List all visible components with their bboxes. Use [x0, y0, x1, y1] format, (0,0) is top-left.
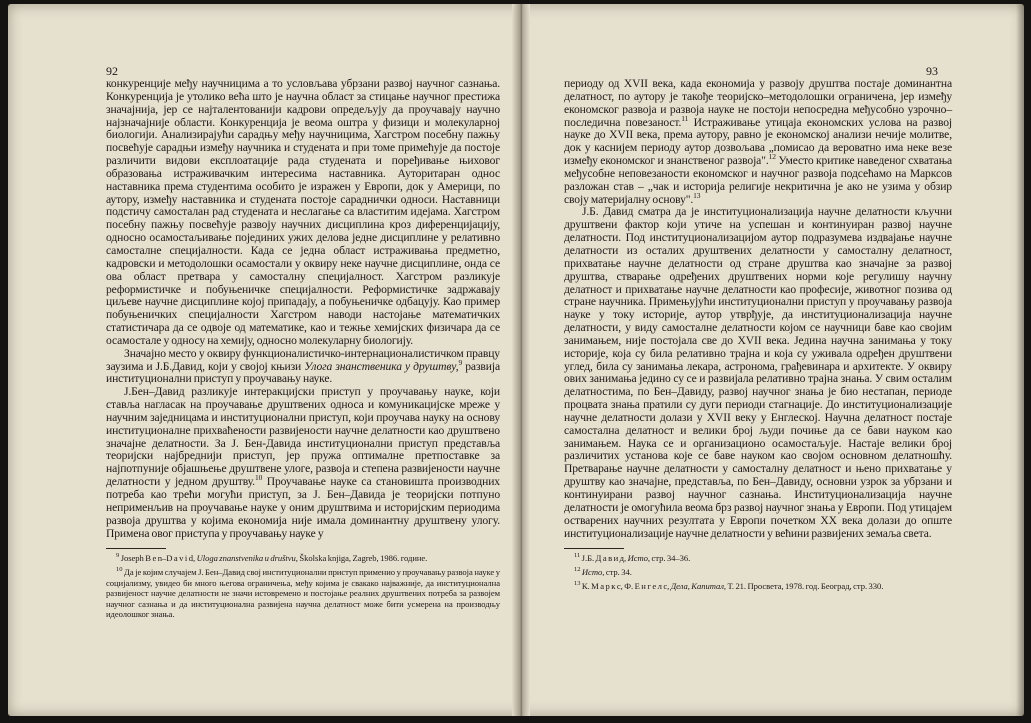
footnote-number: 9: [116, 552, 120, 560]
paragraph-text: периоду од XVII века, када економија у развоју друштва постаје доминантна делатност, по аутору је такође теоријско–методолошки ограничена, јер између економског развоја и развоја науке не постоји непосредна међусобно узрочно–последична повезаност.: [564, 77, 952, 129]
footnote-ref: 12: [768, 152, 776, 162]
footnote-divider: [106, 548, 166, 549]
footnote-ref: 11: [681, 113, 689, 123]
footnote: [106, 567, 500, 620]
book-gutter: [512, 4, 530, 716]
footnote-text: , Školska knjiga, Zagreb, 1986. године.: [295, 553, 428, 564]
footnote-text: , стр. 34–36.: [647, 553, 691, 564]
paragraph: конкуренције међу научницима а то условљава убрзани развој научног сазнања. Конкуренција је утолико већа што је научна област за стицање научног престижа значајнија, јер се најталентованији кадрови опредељују да проучавају научно најзначајније области. Конкуренција је веома оштра у физици и молекуларној биологији. Анализирајући сарадњу међу научницима, Хагстром посебну пажњу посвећује сарадњи између научника и студената и при томе примећује да постоје различити видови експлоатације рада студената и поређивање њиховог образовања истраживачким интересима наставника. Ауторитаран однос наставника према студентима особито је изражен у Европи, док у Америци, по аутору, између наставника и студената постоје сараднички односи. Наставници подстичу самосталан рад студената и неслагање са властитим идејама. Хагстром посебну пажњу посвећује развоју научних дисциплина кроз диференцијацију, односно осамостаљивање појединих ужих делова једне дисциплине у релативно самосталне специјалности. Када се једна област истраживања предметно, кадровски и методолошки осамостали у оквиру неке научне дисциплине, онда се ова област претвара у самосталну специјалност. Хагстром разликује реформистичке и побуњеничке специјалности. Реформистичке задржавају циљеве научне дисциплине којој припадају, а побуњеничке одбацују. Као пример побуњеничких специјалности Хагстром наводи настојање математичких статистичара да се одвоје од математике, као и тежње хемијских физичара да се осамостале у односу на хемију, односно молекуларну биологију.: [106, 77, 500, 347]
left-page: [8, 4, 520, 716]
footnote-text: , Т. 21. Просвета, 1978. год. Београд, стр. 330.: [723, 580, 884, 591]
right-page: [538, 4, 1024, 716]
paragraph: [106, 348, 500, 387]
footnotes-right: [564, 553, 952, 591]
footnote-number: 11: [574, 552, 581, 560]
footnote-divider: [564, 548, 624, 549]
paragraph: [564, 78, 952, 206]
paragraph: Ј.Б. Давид сматра да је институционализација научне делатности кључни друштвени фактор који утиче на успешан и континуиран развој научне делатности. Под институционализацијом аутор подразумева издвајање научне делатности из осталих друштвених делатности у самосталну делатност, прихватање научне делатности од стране друштва као значајне за развој друштва, стварање одређених друштвених норми које регулишу научну делатност и прихватање научне делатности као професије, животног позива од стране научника. Примењујући институционални приступ у проучавању развоја науке у току историје, аутор утврђује, да институционализација научне делатности, у виду самосталне делатности којом се научници баве као својим занимањем, није постојала све до XVII века. Једина научна занимања у току историје, која су била релативно трајна и која су уживала одређен друштвени углед, била су занимања лекара, астронома, грађевинара и архитекте. У оквиру ових занимања једино су се и развијала релативно трајна знања. У свим осталим делатностима, по Бен–Давиду, развој научног знања је био нестапан, периоде процвата знања пратили су дуги периоди стагнације. До институционализације научне делатности долази у XVII веку у Енглеској. Научна делатност постаје самостална делатност и велики број људи почиње да се бави науком као занимањем. Наука се и организационо осамостаљује. Настаје велики број различитих установа које се баве науком као својом основном делатношћу. Претварање научне делатности у самосталну делатност и њено прихватање у друштву као значајне, представља, по Бен–Давиду, основни узрок за убрзани и континуирани развој научног сазнања. Институционализација научне делатности је омогућила веома брз развој научног знања у Европи. Под утицајем остварених научних резултата у Европи почетком XX века долази до опште институционализације научне делатности у већини развијених земаља света.: [564, 205, 952, 540]
footnotes-left: [106, 553, 500, 620]
footnote-ref: 9: [458, 357, 463, 367]
paragraph-text: Ј.Бен–Давид разликује интеракцијски приступ у проучавању науке, који ставља нагласак на проучавање друштвених односа и комуникацијске мреже у научним заједницама и институционални приступ, који проучава науку на основу институционалне прихваћености развијености научне делатности као друштвено значајне делатности. За Ј. Бен-Давида институционални приступ представља теоријски најбреднији приступ, јер пружа оптималне претпоставке за најпотпуније објашњење друштвене улоге, развоја и степена развијености научне делатности у једном друштву.: [106, 385, 500, 489]
footnote-text: Ј.Б. Д а в и д,: [581, 553, 628, 564]
paragraph-text: развија институционални приступ у проучавању науке.: [106, 359, 500, 386]
paragraph-text: Истраживање утицаја економских услова на развој науке до XVII века, према аутору, равно је економској анализи нечије молитве, док у каснијем периоду аутор дозвољава „помисао да вероватно има неке везе између економског и знанственог развоја".: [564, 115, 953, 168]
footnote-text: , стр. 34.: [602, 566, 632, 577]
paragraph: [106, 386, 500, 540]
left-page-body: [106, 78, 500, 623]
footnote-ref: 13: [693, 190, 701, 200]
footnote-title: Исто: [627, 553, 648, 564]
footnote: [106, 553, 500, 564]
footnote: [564, 553, 952, 564]
footnote-text: К. М а р к с, Ф. Е н г е л с,: [581, 580, 671, 591]
page-number-left: 92: [106, 64, 118, 78]
paragraph-text: Проучавање науке са становишта производних потреба као трећи могући приступ, за Ј. Бен–Давида је теоријски потпуно неприменљив на проучавање науке у оним друштвима и историјским периодима развоја друштва у којима економија није имала доминантну друштвену улогу. Примена овог приступа у проучавању науке у: [106, 475, 500, 540]
footnote-title: Дела, Капитал: [670, 580, 724, 591]
footnote-ref: 10: [254, 473, 263, 483]
footnote-number: 13: [574, 579, 581, 587]
footnote-number: 10: [116, 566, 123, 574]
paragraph-text: Значајно место у оквиру функционалистичко-интернационалистичком правцу заузима и Ј.Б.Давид, који у својој књизи: [106, 346, 500, 373]
paragraph-text: Уместо критике наведеног схватања међусобне неповезаности економског и научног развоја подсећамо на Марксов разложан став – „чак и историја религије некритична је ако не узима у обзир своју материјалну основу".: [564, 154, 952, 206]
page-number-right: 93: [926, 64, 938, 78]
footnote-text: Joseph B e n–D a v i d,: [120, 553, 197, 564]
right-page-body: [564, 78, 952, 594]
footnote: [564, 567, 952, 578]
page-edge-shadow: [1016, 4, 1024, 716]
footnote: [564, 581, 952, 592]
footnote-text: Да је којим случајем Ј. Бен–Давид свој институционални приступ применио у проучавању развоја науке у социјализму, увидео би много његова ограничења, међу којима је свакако најважније, да институционална развијеност научне делатности не значи истовремено и постојање реалних друштвених потреба за развојем научног сазнања и да институционална развијена научна делатност може бити усмерена на производњу идеолошког знања.: [106, 566, 501, 620]
footnote-title: Uloga znanstvenika u društvu: [196, 553, 296, 564]
footnote-number: 12: [574, 566, 581, 574]
book-title: Улога знанствeника у друштву,: [304, 359, 459, 373]
footnote-title: Исто: [581, 566, 603, 577]
